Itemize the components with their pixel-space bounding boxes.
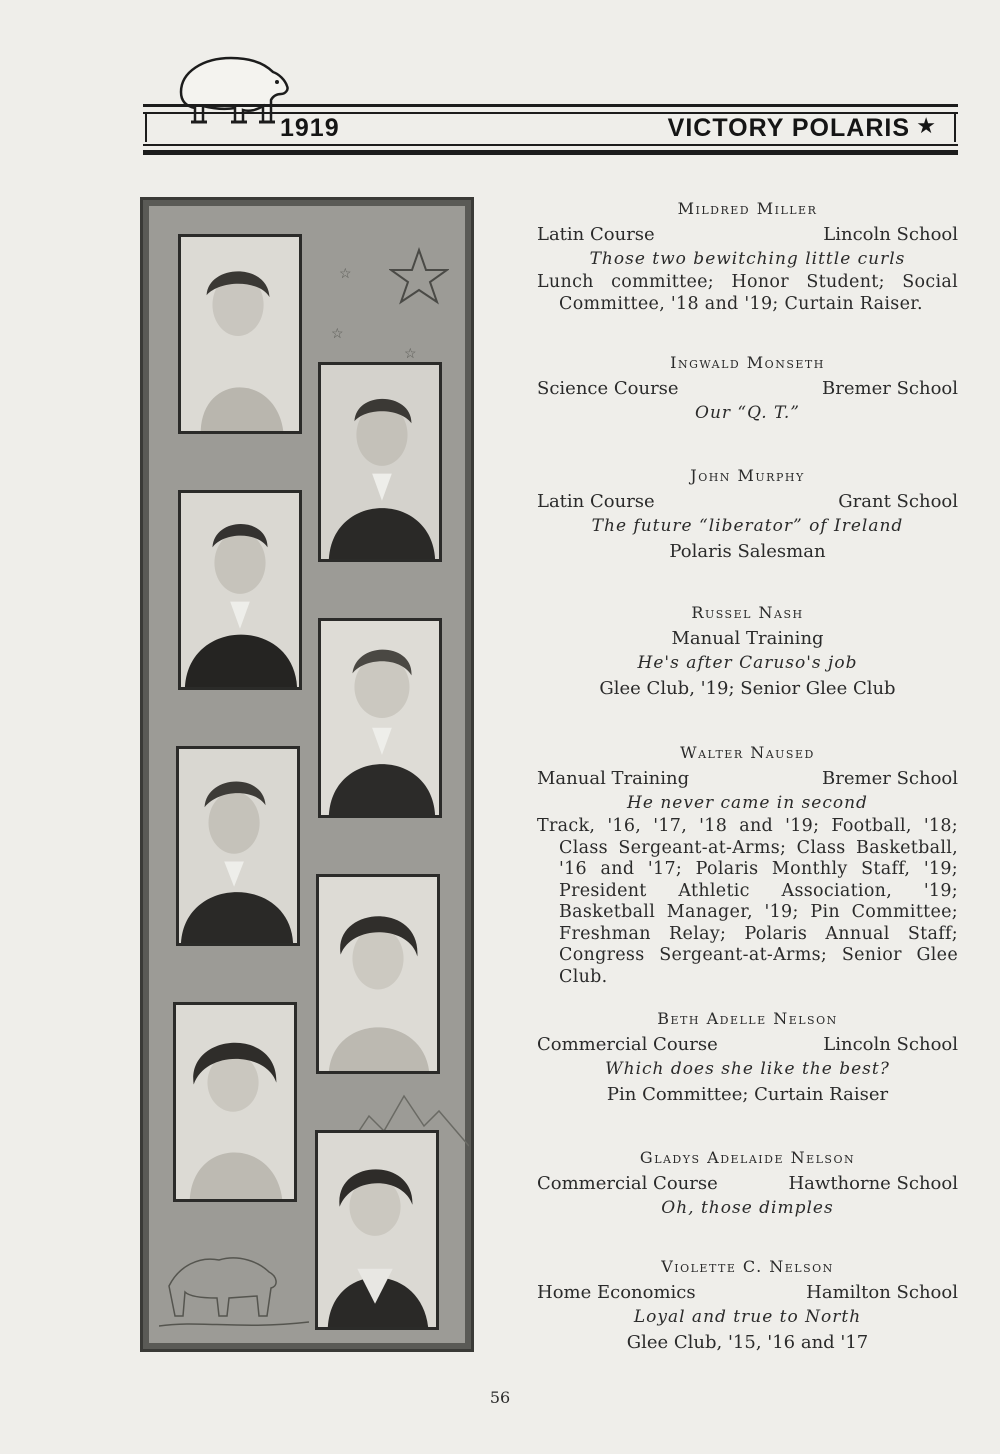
- publication-title: VICTORY POLARIS: [667, 114, 910, 142]
- motto: Those two bewitching little curls: [589, 249, 906, 269]
- student-name: Beth Adelle Nelson: [657, 1009, 838, 1028]
- student-name: Gladys Adelaide Nelson: [639, 1148, 856, 1167]
- activities: Pin Committee; Curtain Raiser: [606, 1084, 889, 1105]
- motto: He's after Caruso's job: [637, 653, 858, 673]
- course: Manual Training: [671, 628, 824, 649]
- school: Bremer School: [822, 378, 958, 399]
- year: 1919: [280, 114, 340, 142]
- star-outline-icon: [389, 246, 449, 306]
- activities: Lunch committee; Honor Student; Social Committee, '18 and '19; Curtain Raiser.: [537, 272, 958, 314]
- portrait-beth-adelle-nelson: [316, 874, 440, 1074]
- page-number: 56: [489, 1388, 511, 1407]
- polar-bear-icon: [173, 50, 291, 132]
- entry-russel-nash: [537, 600, 958, 701]
- portrait-mildred-miller: [178, 234, 302, 434]
- activities: Glee Club, '15, '16 and '17: [626, 1332, 869, 1353]
- student-name: Walter Naused: [680, 743, 815, 762]
- polar-bear-sketch-icon: [159, 1226, 309, 1336]
- motto: The future “liberator” of Ireland: [591, 516, 904, 536]
- course-school-row: [537, 489, 958, 514]
- course-school-row: [537, 222, 958, 247]
- portrait-john-murphy: [178, 490, 302, 690]
- portrait-gladys-adelaide-nelson: [173, 1002, 297, 1202]
- portrait-russel-nash: [318, 618, 442, 818]
- portrait-panel: ☆ ☆ ☆: [140, 197, 474, 1352]
- school: Grant School: [838, 491, 958, 512]
- course: Commercial Course: [537, 1034, 718, 1055]
- student-name: Mildred Miller: [677, 199, 818, 218]
- course-school-row: [537, 1032, 958, 1057]
- entry-beth-adelle-nelson: [537, 1006, 958, 1107]
- student-name: Violette C. Nelson: [661, 1257, 834, 1276]
- entry-john-murphy: [537, 463, 958, 564]
- entry-mildred-miller: [537, 196, 958, 315]
- course: Manual Training: [537, 768, 690, 789]
- school: Bremer School: [822, 768, 958, 789]
- activities: Glee Club, '19; Senior Glee Club: [599, 678, 896, 699]
- motto: Oh, those dimples: [661, 1198, 834, 1218]
- page-header: [143, 50, 958, 160]
- motto: He never came in second: [627, 793, 868, 813]
- course: Latin Course: [537, 224, 655, 245]
- course: Commercial Course: [537, 1173, 718, 1194]
- activities: Polaris Salesman: [669, 541, 826, 562]
- school: Hamilton School: [806, 1282, 958, 1303]
- portrait-violette-c-nelson: [315, 1130, 439, 1330]
- student-name: John Murphy: [690, 466, 805, 485]
- entry-walter-naused: [537, 740, 958, 988]
- student-name: Russel Nash: [691, 603, 804, 622]
- school: Lincoln School: [823, 224, 958, 245]
- entry-gladys-adelaide-nelson: [537, 1145, 958, 1221]
- entry-violette-c-nelson: [537, 1254, 958, 1355]
- course: Science Course: [537, 378, 679, 399]
- entry-ingwald-monseth: [537, 350, 958, 426]
- school: Hawthorne School: [788, 1173, 958, 1194]
- motto: Which does she like the best?: [605, 1059, 890, 1079]
- student-name: Ingwald Monseth: [670, 353, 825, 372]
- school: Lincoln School: [823, 1034, 958, 1055]
- course-school-row: [537, 766, 958, 791]
- portrait-walter-naused: [176, 746, 300, 946]
- course-school-row: [537, 1280, 958, 1305]
- course: Home Economics: [537, 1282, 696, 1303]
- course-school-row: [537, 1171, 958, 1196]
- portrait-ingwald-monseth: [318, 362, 442, 562]
- motto: Our “Q. T.”: [695, 403, 800, 423]
- star-icon: ★: [916, 114, 936, 139]
- activities: Track, '16, '17, '18 and '19; Football, '18; Class Sergeant-at-Arms; Class Basketball, '16 and '17; Polaris Monthly Staff, '19; President Athletic Association, '19; Basketball Manager, '19; Pin Committee; Freshman Relay; Polaris Annual Staff; Congress Sergeant-at-Arms; Senior Glee Club.: [537, 816, 958, 987]
- course-school-row: [537, 376, 958, 401]
- course: Latin Course: [537, 491, 655, 512]
- motto: Loyal and true to North: [633, 1307, 862, 1327]
